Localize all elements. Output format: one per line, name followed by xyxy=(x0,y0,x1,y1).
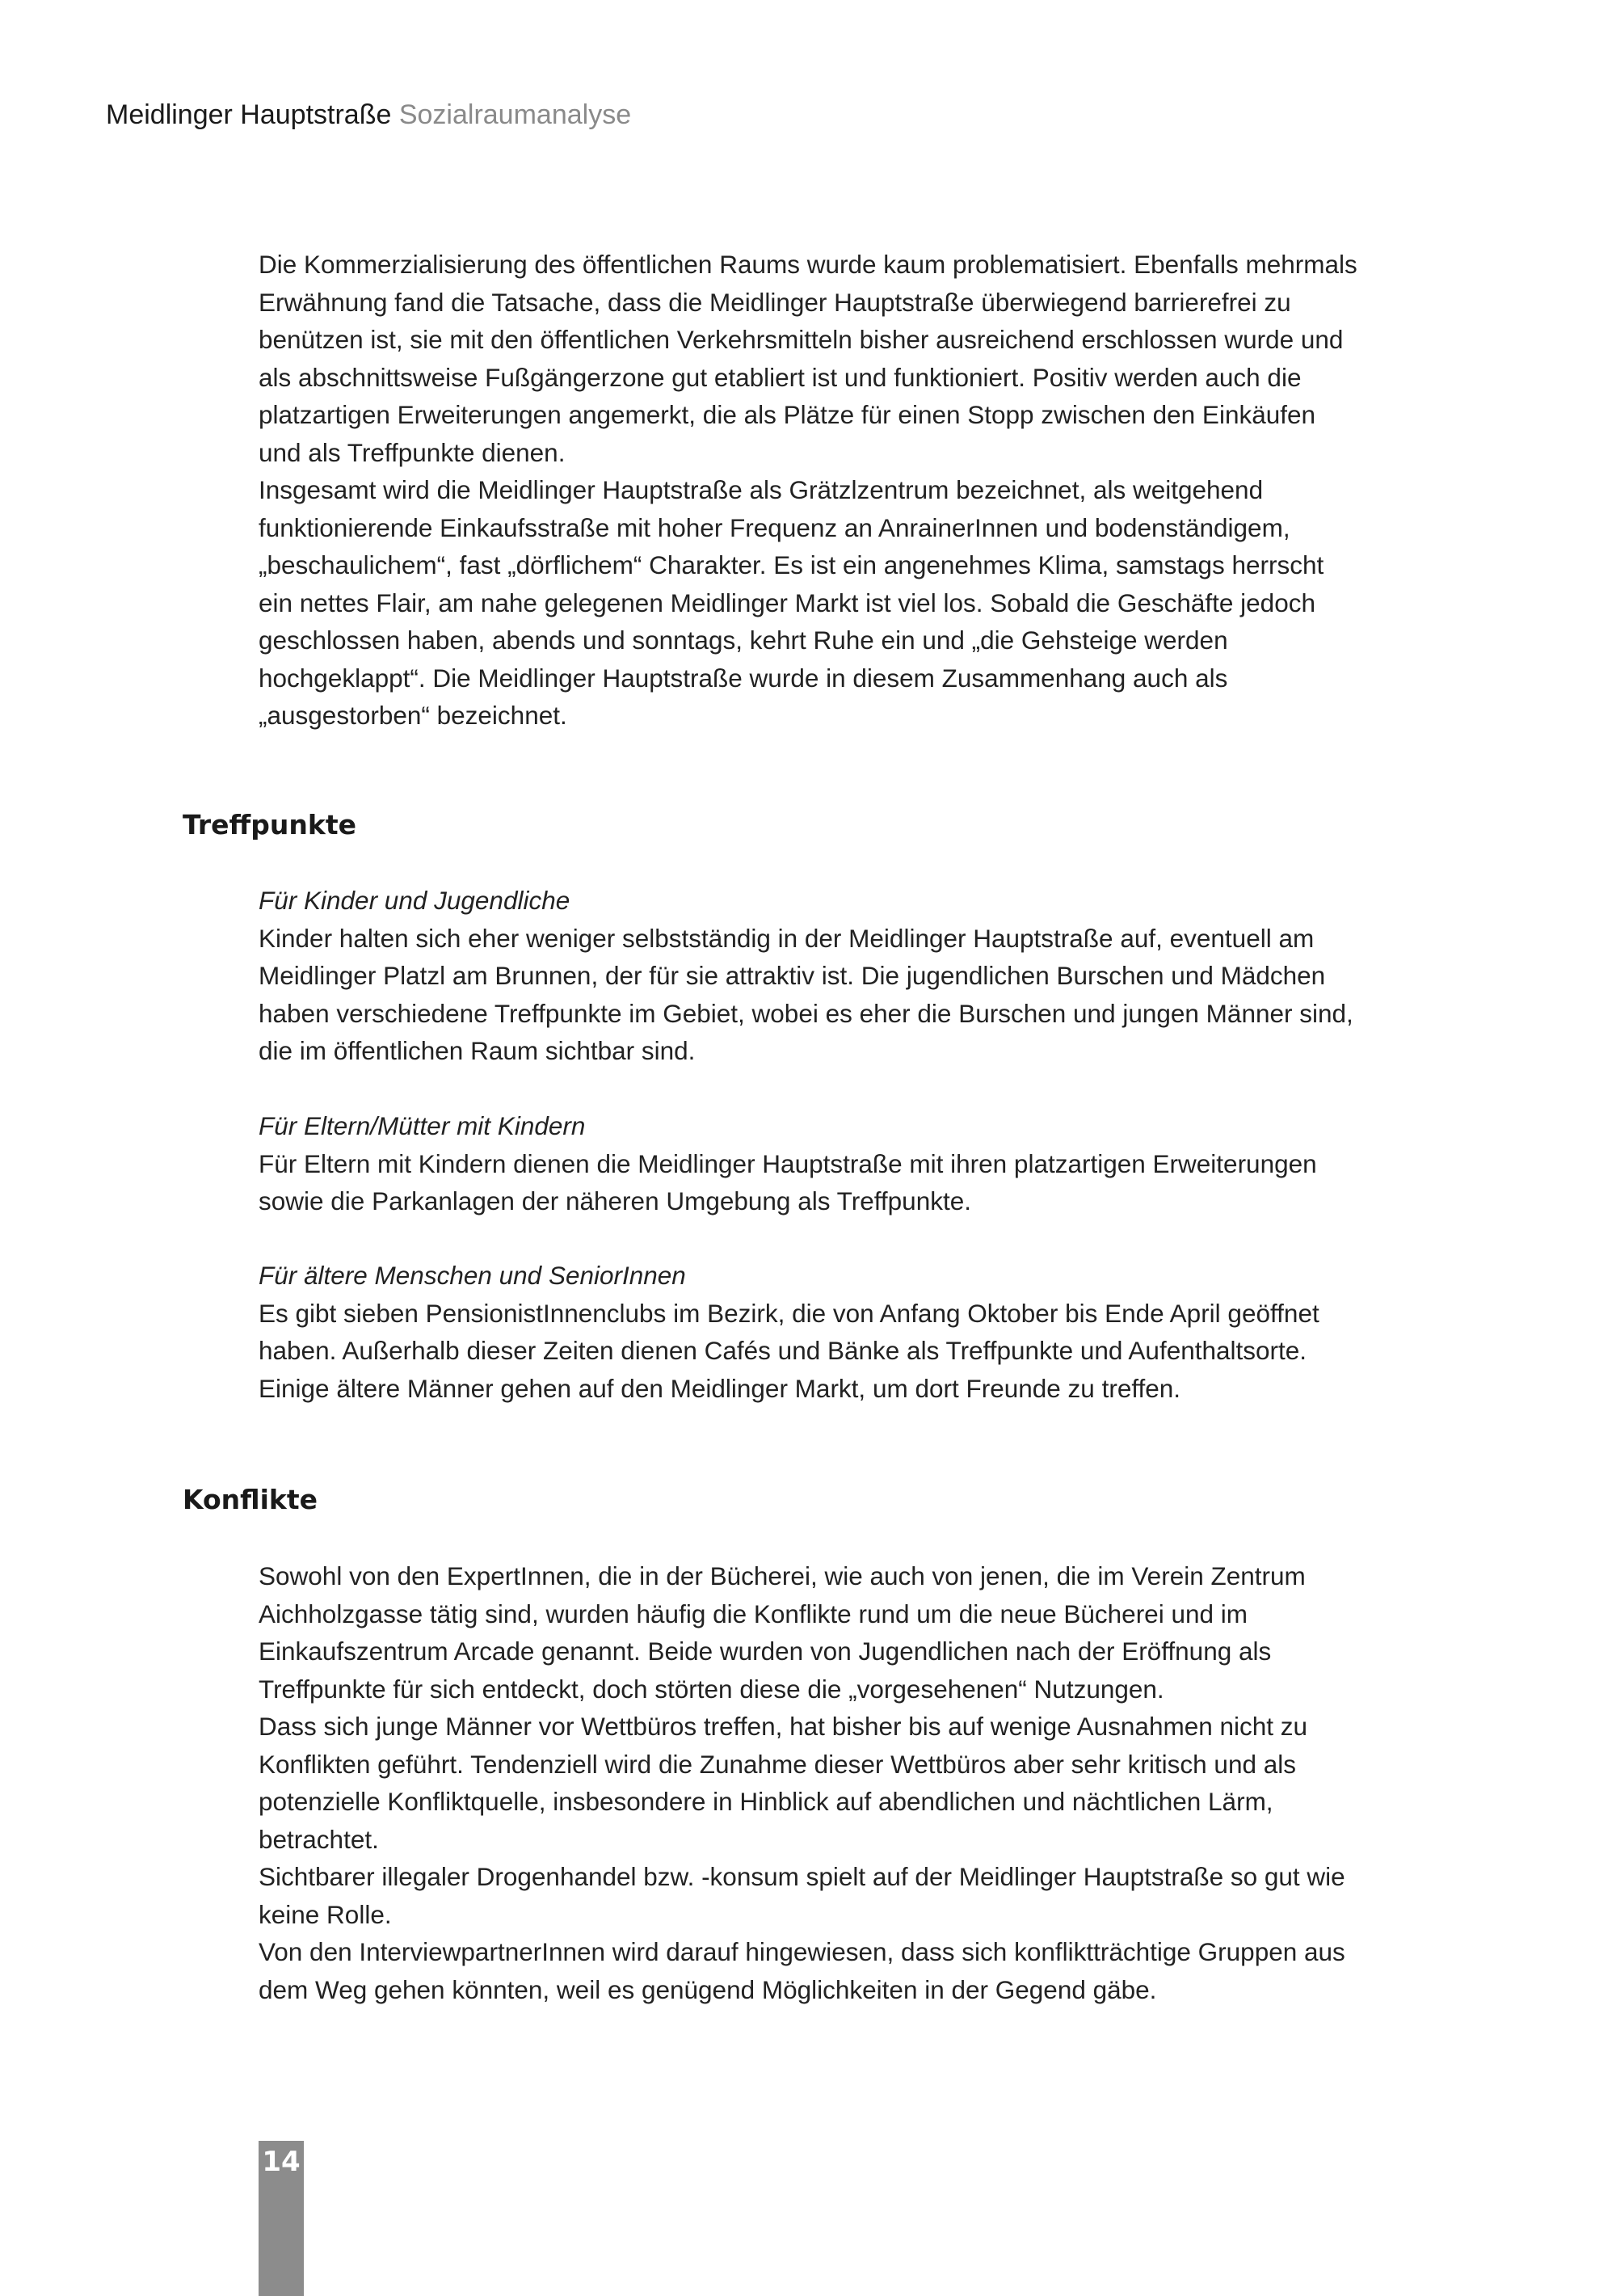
text-aeltere-menschen: Es gibt sieben PensionistInnenclubs im Bezirk, die von Anfang Oktober bis Ende April geöffnet haben. Außerhalb dieser Zeiten dienen Cafés und Bänke als Treffpunkte und Aufenthaltsorte. Einige ältere Männer gehen auf den Meidlinger Markt, um dort Freunde zu treffen. xyxy=(259,1298,1319,1403)
treffpunkte-group-senioren xyxy=(259,1257,1357,1407)
text-eltern-muetter: Für Eltern mit Kindern dienen die Meidlinger Hauptstraße mit ihren platzartigen Erweiterungen sowie die Parkanlagen der näheren Umgebung als Treffpunkte. xyxy=(259,1148,1317,1215)
subheading-aeltere-menschen: Für ältere Menschen und SeniorInnen xyxy=(259,1261,686,1290)
page-number: 14 xyxy=(262,2146,301,2178)
konflikte-paragraph-3: Sichtbarer illegaler Drogenhandel bzw. -konsum spielt auf der Meidlinger Hauptstraße so gut wie keine Rolle. xyxy=(259,1862,1345,1929)
konflikte-section xyxy=(259,1557,1357,2008)
konflikte-paragraph-2: Dass sich junge Männer vor Wettbüros treffen, hat bisher bis auf wenige Ausnahmen nicht zu Konflikten geführt. Tendenziell wird die Zunahme dieser Wettbüros aber sehr kritisch und als potenzielle Konfliktquelle, insbesondere in Hinblick auf abendlichen und nächtlichen Lärm, betrachtet. xyxy=(259,1712,1308,1854)
section-heading-treffpunkte: Treffpunkte xyxy=(183,809,356,840)
intro-section xyxy=(259,246,1357,735)
intro-paragraph-2: Insgesamt wird die Meidlinger Hauptstraße als Grätzlzentrum bezeichnet, als weitgehend funktionierende Einkaufsstraße mit hoher Frequenz an AnrainerInnen und bodenständigem, „beschaulichem“, fast „dörflichem“ Charakter. Es ist ein angenehmes Klima, samstags herrscht ein nettes Flair, am nahe gelegenen Meidlinger Markt ist viel los. Sobald die Geschäfte jedoch geschlossen haben, abends und sonntags, kehrt Ruhe ein und „die Gehsteige werden hochgeklappt“. Die Meidlinger Hauptstraße wurde in diesem Zusammenhang auch als „ausgestorben“ bezeichnet. xyxy=(259,475,1324,730)
treffpunkte-group-kinder xyxy=(259,882,1357,1070)
subheading-eltern-muetter: Für Eltern/Mütter mit Kindern xyxy=(259,1111,586,1140)
intro-paragraph-1: Die Kommerzialisierung des öffentlichen Raums wurde kaum problematisiert. Ebenfalls mehrmals Erwähnung fand die Tatsache, dass die Meidlinger Hauptstraße überwiegend barrierefrei zu benützen ist, sie mit den öffentlichen Verkehrsmitteln bisher ausreichend erschlossen wurde und als abschnittsweise Fußgängerzone gut etabliert ist und funktioniert. Positiv werden auch die platzartigen Erweiterungen angemerkt, die als Plätze für einen Stopp zwischen den Einkäufen und als Treffpunkte dienen. xyxy=(259,250,1357,467)
header-subtitle: Sozialraumanalyse xyxy=(398,99,632,130)
running-header xyxy=(106,95,631,134)
section-heading-konflikte: Konflikte xyxy=(183,1484,318,1515)
subheading-kinder-jugendliche: Für Kinder und Jugendliche xyxy=(259,886,570,915)
konflikte-paragraph-1: Sowohl von den ExpertInnen, die in der Bücherei, wie auch von jenen, die im Verein Zentrum Aichholzgasse tätig sind, wurden häufig die Konflikte rund um die neue Bücherei und im Einkaufszentrum Arcade genannt. Beide wurden von Jugendlichen nach der Eröffnung als Treffpunkte für sich entdeckt, doch störten diese die „vorgesehenen“ Nutzungen. xyxy=(259,1561,1306,1704)
page-number-tab xyxy=(259,2141,304,2296)
treffpunkte-group-eltern xyxy=(259,1107,1357,1220)
header-title: Meidlinger Hauptstraße xyxy=(106,99,392,130)
konflikte-paragraph-4: Von den InterviewpartnerInnen wird darauf hingewiesen, dass sich konfliktträchtige Gruppen aus dem Weg gehen könnten, weil es genügend Möglichkeiten in der Gegend gäbe. xyxy=(259,1937,1345,2004)
text-kinder-jugendliche: Kinder halten sich eher weniger selbstständig in der Meidlinger Hauptstraße auf, eventuell am Meidlinger Platzl am Brunnen, der für sie attraktiv ist. Die jugendlichen Burschen und Mädchen haben verschiedene Treffpunkte im Gebiet, wobei es eher die Burschen und jungen Männer sind, die im öffentlichen Raum sichtbar sind. xyxy=(259,923,1353,1065)
